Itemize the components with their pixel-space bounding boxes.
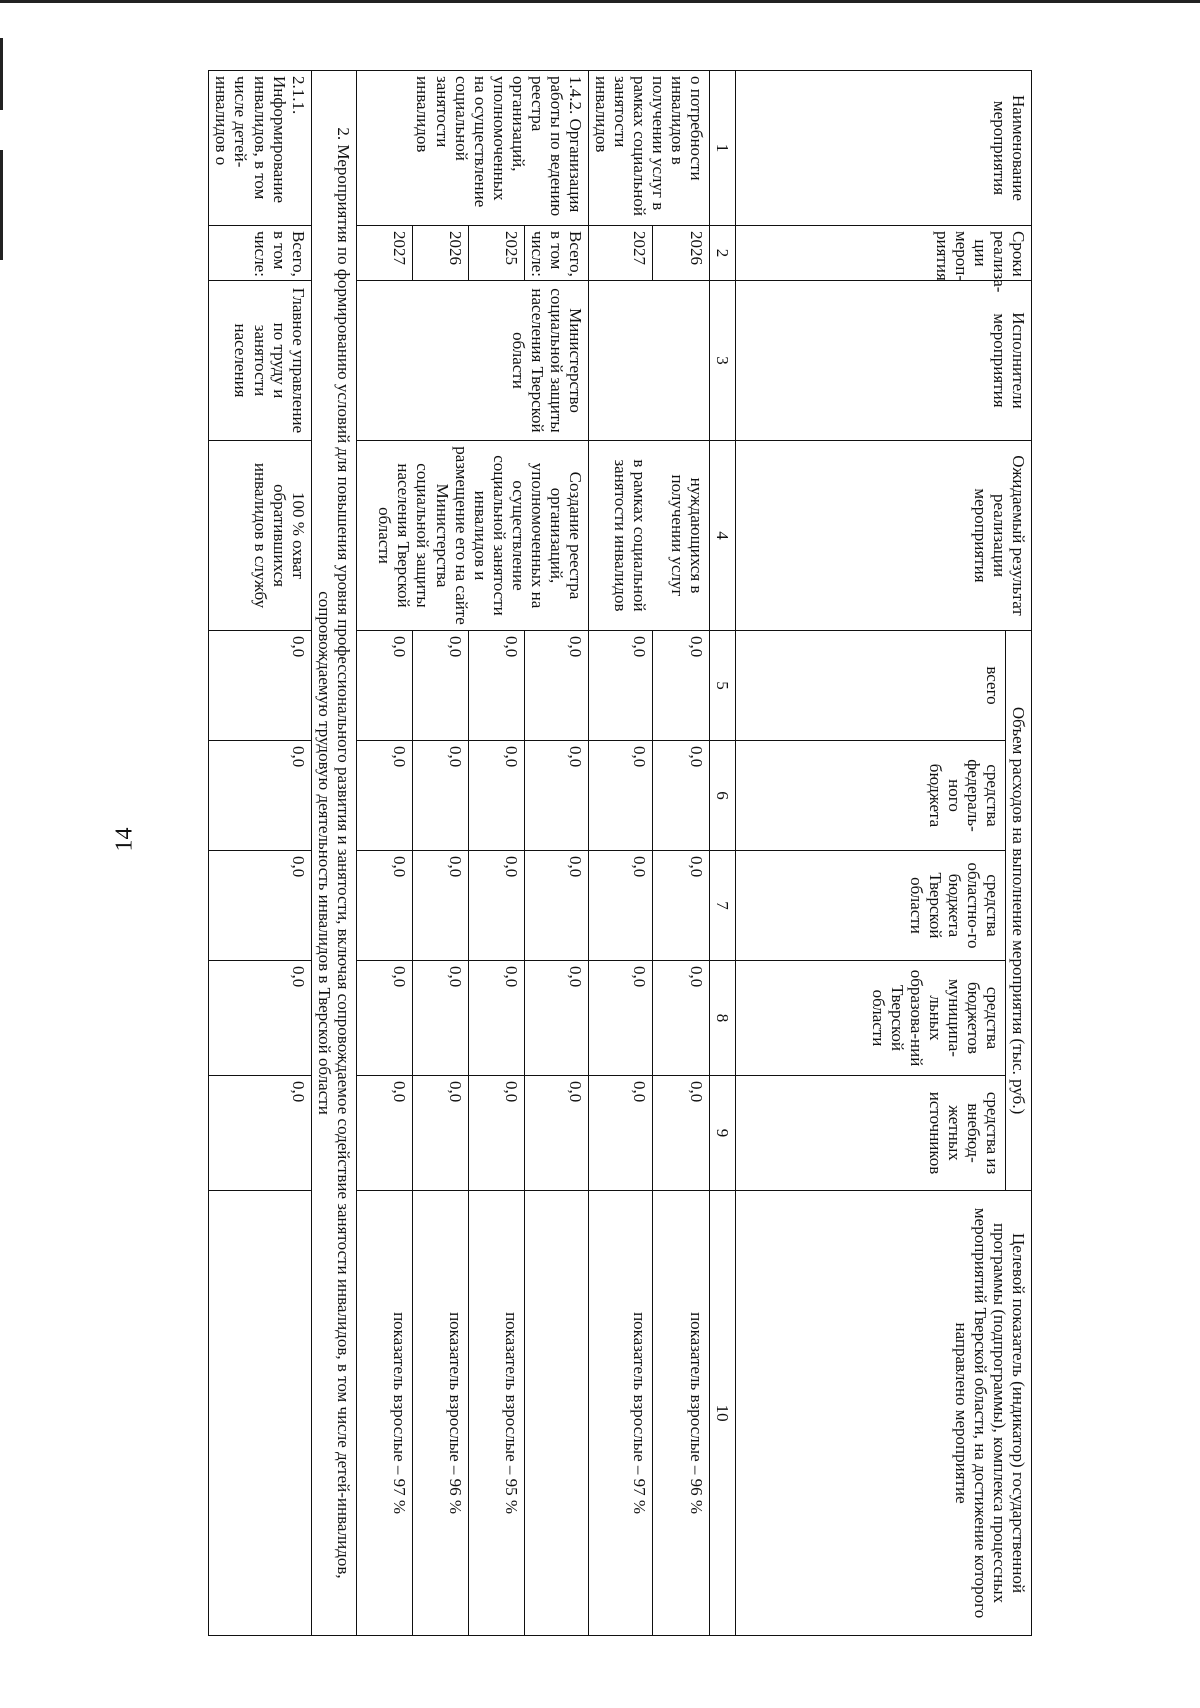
- header-municipal: средства бюджетов муниципа-льных образова-ний Тверской области: [735, 961, 1005, 1076]
- value-regional: 0,0: [588, 851, 652, 961]
- value-federal: 0,0: [468, 741, 524, 851]
- activity-year: 2026: [412, 226, 468, 281]
- program-activities-table: [208, 70, 1032, 1636]
- table-row: [524, 71, 588, 1636]
- col-num: 5: [709, 631, 735, 741]
- value-regional: 0,0: [652, 851, 709, 961]
- value-regional: 0,0: [524, 851, 588, 961]
- header-name: Наименование мероприятия: [735, 71, 1031, 226]
- target-indicator: [524, 1191, 588, 1636]
- header-row: [1005, 71, 1031, 1636]
- page-number: 14: [111, 827, 138, 852]
- target-indicator: [209, 1191, 311, 1636]
- value-extrabudget: 0,0: [412, 1076, 468, 1191]
- value-municipal: 0,0: [356, 961, 412, 1076]
- col-num: 7: [709, 851, 735, 961]
- value-municipal: 0,0: [588, 961, 652, 1076]
- section-title: 2. Мероприятия по формированию условий для повышения уровня профессионального развития и занятости, включая сопровождаемое содействие занятости инвалидов, в том числе детей-инвалидов, сопровождаемую трудовую деятельность инвалидов в Тверской области: [311, 71, 356, 1636]
- value-total: 0,0: [356, 631, 412, 741]
- activity-year: 2026: [652, 226, 709, 281]
- activity-year: 2027: [356, 226, 412, 281]
- header-regional: средства областно-го бюджета Тверской области: [735, 851, 1005, 961]
- value-federal: 0,0: [209, 741, 311, 851]
- value-federal: 0,0: [412, 741, 468, 851]
- value-federal: 0,0: [652, 741, 709, 851]
- header-period: Сроки реализа-ции мероп-риятия: [735, 226, 1031, 281]
- activity-year: 2025: [468, 226, 524, 281]
- target-indicator: показатель взрослые – 95 %: [468, 1191, 524, 1636]
- left-margin-mark: [0, 150, 3, 260]
- rotated-table-page: [177, 70, 1032, 1635]
- value-extrabudget: 0,0: [468, 1076, 524, 1191]
- header-result: Ожидаемый результат реализации мероприятия: [735, 441, 1031, 631]
- header-extrabudget: средства из внебюд-жетных источников: [735, 1076, 1005, 1191]
- value-extrabudget: 0,0: [652, 1076, 709, 1191]
- table-row: [652, 71, 709, 1636]
- value-municipal: 0,0: [209, 961, 311, 1076]
- activity-result: нуждающихся в получении услуг: [652, 441, 709, 631]
- value-total: 0,0: [588, 631, 652, 741]
- header-target: Целевой показатель (индикатор) государственной программы (подпрограммы), комплекса процессных мероприятий Тверской области, на достижение которого направлено мероприятие: [735, 1191, 1031, 1636]
- section-row: [311, 71, 356, 1636]
- value-total: 0,0: [209, 631, 311, 741]
- activity-executor: Министерство социальной защиты населения Тверской области: [356, 281, 588, 441]
- header-executor: Исполнители мероприятия: [735, 281, 1031, 441]
- value-regional: 0,0: [412, 851, 468, 961]
- value-federal: 0,0: [588, 741, 652, 851]
- activity-year: 2027: [588, 226, 652, 281]
- header-federal: средства федераль-ного бюджета: [735, 741, 1005, 851]
- value-municipal: 0,0: [412, 961, 468, 1076]
- activity-executor: Главное управление по труду и занятости населения: [209, 281, 311, 441]
- activity-name: о потребности инвалидов в получении услуг в рамках социальной занятости инвалидов: [588, 71, 709, 226]
- value-total: 0,0: [524, 631, 588, 741]
- value-regional: 0,0: [356, 851, 412, 961]
- value-regional: 0,0: [468, 851, 524, 961]
- value-extrabudget: 0,0: [356, 1076, 412, 1191]
- col-num: 4: [709, 441, 735, 631]
- column-number-row: [709, 71, 735, 1636]
- value-extrabudget: 0,0: [209, 1076, 311, 1191]
- target-indicator: показатель взрослые – 96 %: [412, 1191, 468, 1636]
- activity-total: Всего, в том числе:: [524, 226, 588, 281]
- activity-name: 2.1.1. Информирование инвалидов, в том числе детей-инвалидов о: [209, 71, 311, 226]
- left-margin-mark: [0, 38, 3, 110]
- activity-executor: [588, 281, 709, 441]
- col-num: 10: [709, 1191, 735, 1636]
- value-municipal: 0,0: [524, 961, 588, 1076]
- value-extrabudget: 0,0: [588, 1076, 652, 1191]
- value-total: 0,0: [468, 631, 524, 741]
- value-regional: 0,0: [209, 851, 311, 961]
- target-indicator: показатель взрослые – 97 %: [588, 1191, 652, 1636]
- activity-total: Всего, в том числе:: [209, 226, 311, 281]
- activity-result: 100 % охват обратившихся инвалидов в службу: [209, 441, 311, 631]
- value-extrabudget: 0,0: [524, 1076, 588, 1191]
- value-federal: 0,0: [524, 741, 588, 851]
- activity-result: в рамках социальной занятости инвалидов: [588, 441, 652, 631]
- col-num: 9: [709, 1076, 735, 1191]
- header-expenses: Объем расходов на выполнение мероприятия (тыс. руб.): [1005, 631, 1031, 1191]
- value-municipal: 0,0: [652, 961, 709, 1076]
- target-indicator: показатель взрослые – 96 %: [652, 1191, 709, 1636]
- col-num: 3: [709, 281, 735, 441]
- value-municipal: 0,0: [468, 961, 524, 1076]
- top-border-line: [0, 0, 1200, 3]
- col-num: 1: [709, 71, 735, 226]
- col-num: 8: [709, 961, 735, 1076]
- activity-name: 1.4.2. Организация работы по ведению реестра организаций, уполномоченных на осуществление социальной занятости инвалидов: [356, 71, 588, 226]
- col-num: 2: [709, 226, 735, 281]
- value-federal: 0,0: [356, 741, 412, 851]
- target-indicator: показатель взрослые – 97 %: [356, 1191, 412, 1636]
- header-total: всего: [735, 631, 1005, 741]
- table-row: [209, 71, 311, 1636]
- col-num: 6: [709, 741, 735, 851]
- value-total: 0,0: [652, 631, 709, 741]
- activity-result: Создание реестра организаций, уполномоченных на осуществление социальной занятости инвалидов и размещение его на сайте Министерства социальной защиты населения Тверской области: [356, 441, 588, 631]
- value-total: 0,0: [412, 631, 468, 741]
